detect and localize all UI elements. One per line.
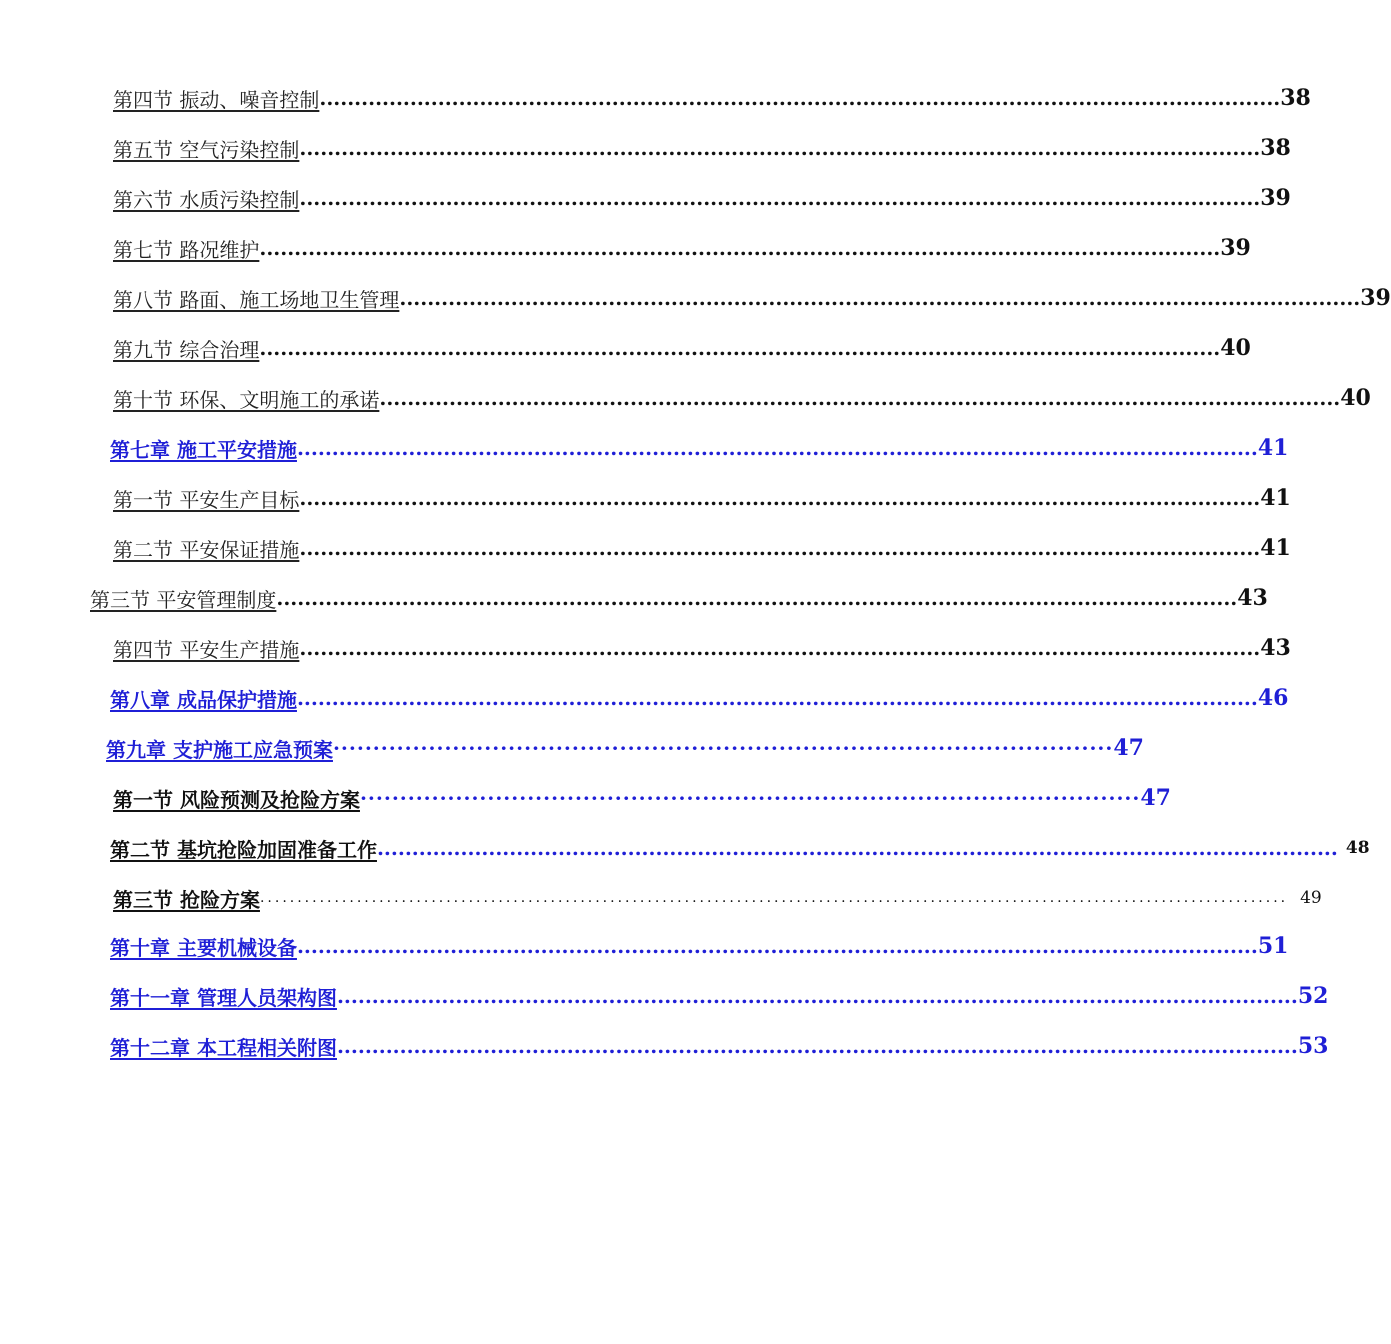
dot-leader: .......................................................................................................................................... [299,136,1261,160]
dot-leader: .......................................................................................................................................... [299,636,1261,660]
dot-leader: .......................................................................................................................................... [336,984,1298,1008]
toc-entry[interactable] [113,178,1291,218]
toc-entry[interactable] [110,828,1370,868]
toc-entry[interactable] [113,78,1311,118]
toc-entry-title[interactable]: 第十二章 本工程相关附图 [110,1035,337,1060]
toc-entry-title[interactable]: 第三节 平安管理制度 [90,587,277,612]
toc-entry-title[interactable]: 第四节 振动、噪音控制 [113,87,320,112]
dot-leader: .......................................................................................................................................... [399,286,1361,310]
toc-entry[interactable] [113,228,1251,268]
toc-entry-title[interactable]: 第十节 环保、文明施工的承诺 [113,387,380,412]
toc-entry-page: 48 [1345,838,1370,858]
toc-entry-page: 52 [1297,983,1329,1009]
toc-entry-page: 46 [1257,685,1289,711]
toc-chapter-entry[interactable] [110,926,1289,966]
dot-leader: ·································································································· [332,736,1114,760]
dot-leader: ·································································································· [359,786,1141,810]
toc-entry-title[interactable]: 第七章 施工平安措施 [110,437,297,462]
toc-entry-page: 43 [1237,585,1268,611]
dot-leader: .......................................................................................................................................... [319,86,1281,110]
dot-leader: .......................................................................................................................................... [336,1034,1298,1058]
dot-leader: .......................................................................................................................................... [296,436,1258,460]
toc-entry-title[interactable]: 第九节 综合治理 [113,337,260,362]
toc-entry-title[interactable]: 第三节 抢险方案 [113,887,260,912]
toc-entry[interactable] [113,378,1371,418]
toc-entry-page: 49 [1300,888,1322,908]
toc-entry-page: 38 [1280,85,1311,111]
dot-leader: .......................................................................................................................................... [259,890,1289,906]
toc-entry-title[interactable]: 第二节 平安保证措施 [113,537,300,562]
toc-entry[interactable] [113,478,1291,518]
toc-entry-page: 40 [1340,385,1371,411]
toc-entry-page: 39 [1220,235,1251,261]
toc-entry-page: 47 [1140,785,1171,811]
toc-entry-title[interactable]: 第五节 空气污染控制 [113,137,300,162]
toc-chapter-entry[interactable] [110,976,1329,1016]
toc-chapter-entry[interactable] [110,428,1289,468]
toc-entry-page: 47 [1113,735,1144,761]
dot-leader: .......................................................................................................................................... [259,336,1221,360]
toc-entry-page: 51 [1257,933,1289,959]
toc-entry-title[interactable]: 第二节 基坑抢险加固准备工作 [110,837,377,862]
toc-entry-title[interactable]: 第八章 成品保护措施 [110,687,297,712]
dot-leader: .......................................................................................................................................... [296,934,1258,958]
toc-entry-page: 41 [1257,435,1289,461]
toc-entry-page: 43 [1260,635,1291,661]
toc-entry-page: 41 [1260,535,1291,561]
toc-entry-page: 53 [1297,1033,1329,1059]
toc-entry-page: 38 [1260,135,1291,161]
toc-entry-title[interactable]: 第六节 水质污染控制 [113,187,300,212]
toc-entry[interactable] [113,128,1291,168]
dot-leader: .......................................................................................................................................... [376,836,1338,860]
toc-entry[interactable] [113,328,1251,368]
toc-entry-title[interactable]: 第八节 路面、施工场地卫生管理 [113,287,400,312]
toc-entry-title[interactable]: 第九章 支护施工应急预案 [106,737,333,762]
toc-entry-title[interactable]: 第十章 主要机械设备 [110,935,297,960]
toc-entry-page: 41 [1260,485,1291,511]
dot-leader: .......................................................................................................................................... [296,686,1258,710]
toc-entry[interactable] [113,628,1291,668]
toc-entry-title[interactable]: 第四节 平安生产措施 [113,637,300,662]
dot-leader: .......................................................................................................................................... [299,186,1261,210]
toc-entry-title[interactable]: 第十一章 管理人员架构图 [110,985,337,1010]
toc-entry-page: 39 [1360,285,1391,311]
toc-entry-title[interactable]: 第一节 平安生产目标 [113,487,300,512]
toc-entry-title[interactable]: 第一节 风险预测及抢险方案 [113,787,360,812]
dot-leader: .......................................................................................................................................... [299,486,1261,510]
toc-entry-page: 39 [1260,185,1291,211]
toc-entry-page: 40 [1220,335,1251,361]
dot-leader: .......................................................................................................................................... [276,586,1238,610]
toc-chapter-entry[interactable] [110,1026,1329,1066]
toc-chapter-entry[interactable] [106,728,1144,768]
toc-entry[interactable] [90,578,1268,618]
toc-chapter-entry[interactable] [110,678,1289,718]
dot-leader: .......................................................................................................................................... [379,386,1341,410]
toc-entry[interactable] [113,528,1291,568]
toc-entry[interactable] [113,878,1322,918]
dot-leader: .......................................................................................................................................... [299,536,1261,560]
toc-entry[interactable] [113,778,1171,818]
dot-leader: .......................................................................................................................................... [259,236,1221,260]
toc-entry-title[interactable]: 第七节 路况维护 [113,237,260,262]
toc-entry[interactable] [113,278,1391,318]
